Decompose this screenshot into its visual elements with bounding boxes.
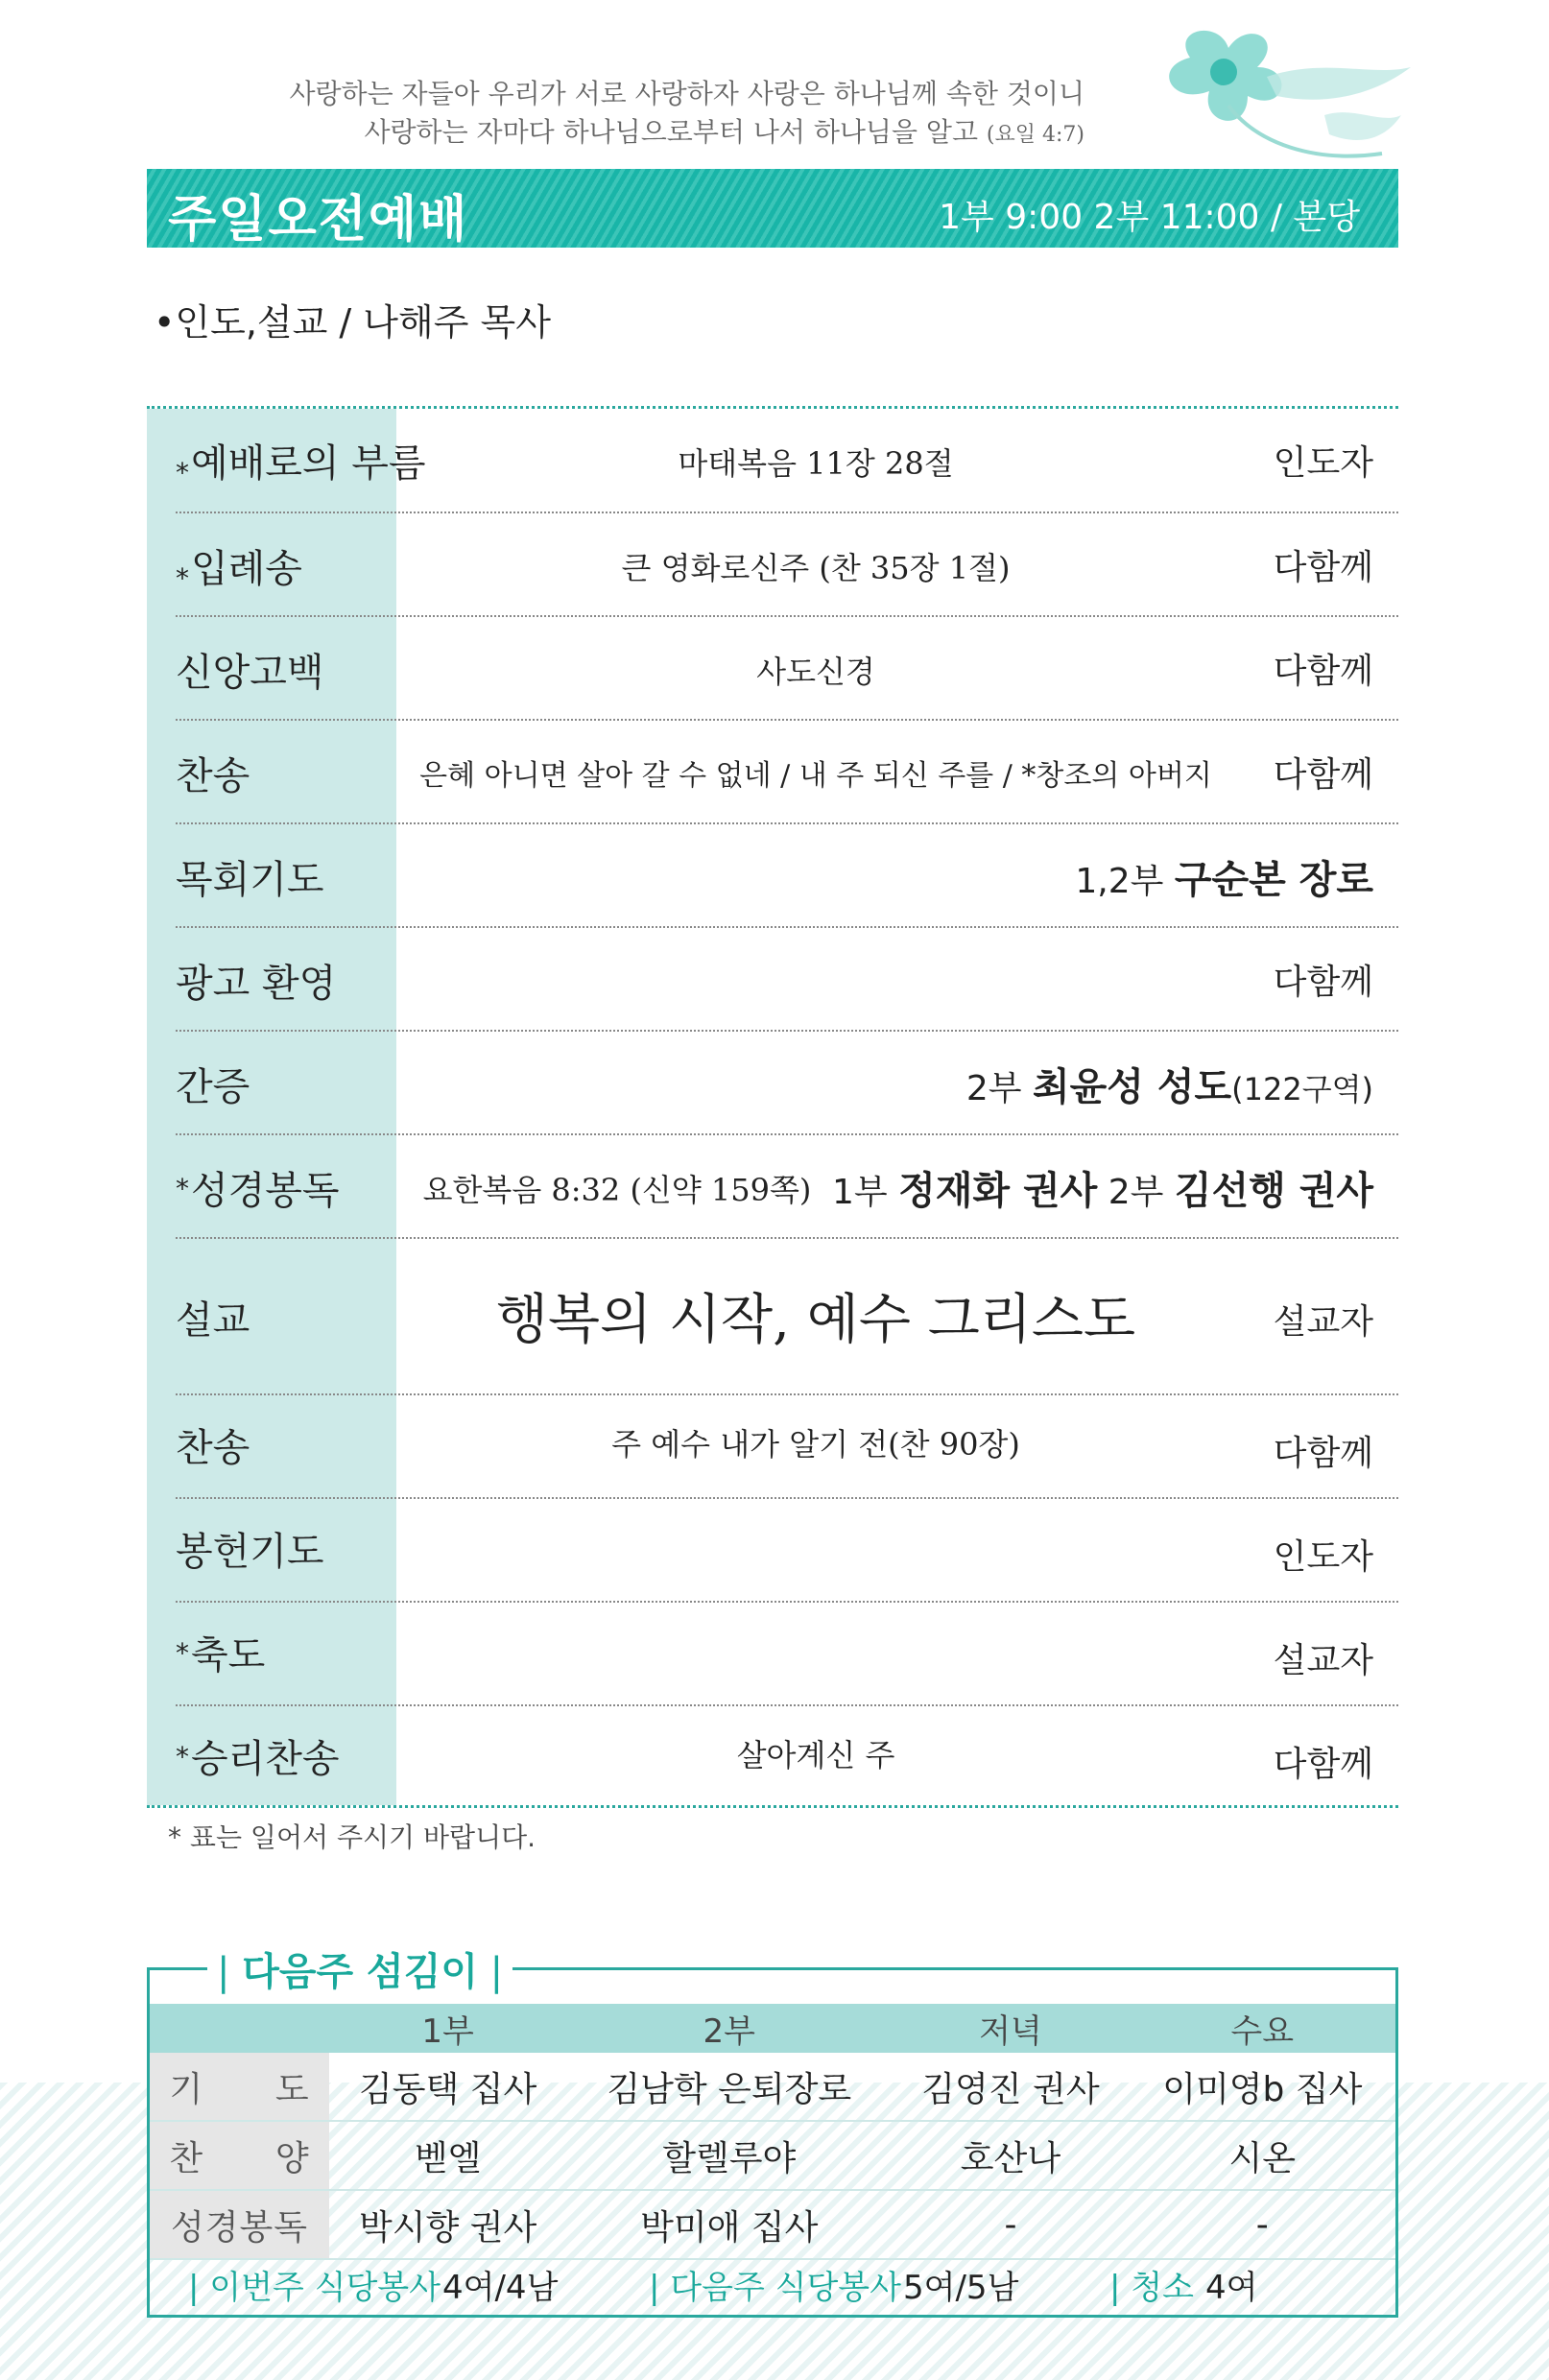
table-cell: - [892,2190,1129,2259]
order-item-name: *예배로의 부름 [176,441,426,488]
worship-order [147,406,1398,1808]
order-item-name: 찬송 [176,1426,250,1470]
order-item-name: 간증 [176,1065,250,1109]
order-item-content: 마태복음 11장 28절 [678,445,954,482]
order-item-name: *승리찬송 [176,1737,340,1781]
order-row [176,822,1398,928]
verse-reference: (요일 4:7) [986,123,1084,147]
order-item-content: 주 예수 내가 알기 전(찬 90장) [611,1426,1020,1463]
order-item-person: 다함께 [1273,755,1373,795]
order-item-name: 설교 [176,1298,250,1343]
order-item-name: 목회기도 [176,858,324,902]
table-cell: - [1130,2190,1395,2259]
order-row [176,409,1398,513]
table-cell: 김영진 권사 [892,2053,1129,2121]
column-header: 2부 [566,2004,892,2053]
order-item-person: 인도자 [1273,443,1373,483]
order-item-person: 다함께 [1273,963,1373,1002]
order-row [176,1601,1398,1706]
order-item-name: 봉헌기도 [176,1530,324,1574]
order-item-person: 다함께 [1273,1434,1373,1473]
order-row [176,719,1398,824]
table-header-row [150,2004,1395,2053]
order-item-person: 1,2부 구순본 장로 [1075,858,1373,902]
order-row [176,1030,1398,1135]
column-header: 저녁 [892,2004,1129,2053]
verse-line-2: 사랑하는 자마다 하나님으로부터 나서 하나님을 알고 [364,116,979,148]
order-item-content: 큰 영화로신주 (찬 35장 1절) [621,550,1011,586]
order-item-content: 사도신경 [756,654,875,690]
verse-line-1: 사랑하는 자들아 우리가 서로 사랑하자 사랑은 하나님께 속한 것이니 [289,78,1084,109]
order-item-content: 요한복음 8:32 (신약 159쪽) [422,1172,812,1208]
order-row [176,615,1398,721]
order-row [176,512,1398,617]
order-item-person: 설교자 [1273,1641,1373,1680]
order-row [176,1133,1398,1239]
sermon-title: 행복의 시작, 예수 그리스도 [495,1289,1136,1351]
table-cell: 시온 [1130,2121,1395,2190]
service-time: 1부 9:00 2부 11:00 / 본당 [939,198,1360,237]
table-cell: 김남학 은퇴장로 [566,2053,892,2121]
next-week-title: | 다음주 섬김이 | [207,1941,512,1996]
flower-illustration [1132,19,1420,182]
order-row [176,1393,1398,1499]
table-cell: 박미애 집사 [566,2190,892,2259]
scripture-verse [289,75,1084,155]
row-label: 기 도 [150,2053,329,2121]
table-cell: 이미영b 집사 [1130,2053,1395,2121]
order-item-name: *입례송 [176,547,302,594]
order-item-person: 1부 정재화 권사 2부 김선행 권사 [832,1169,1373,1213]
order-item-person: 다함께 [1273,1745,1373,1784]
footer-value: 4여 [1205,2269,1258,2307]
table-cell: 벧엘 [329,2121,566,2190]
order-row [176,1237,1398,1395]
order-item-person: 다함께 [1273,548,1373,587]
service-leader: •인도,설교 / 나해주 목사 [154,301,551,344]
order-item-person: 다함께 [1273,652,1373,691]
order-item-name: 찬송 [176,754,250,798]
column-header: 1부 [329,2004,566,2053]
order-item-name: *축도 [176,1633,266,1678]
footer-value: 5여/5남 [903,2269,1019,2307]
table-row [150,2121,1395,2190]
next-week-servers [147,1950,1398,2318]
footer-value: 4여/4남 [442,2269,559,2307]
footer-key: | 청소 [1109,2269,1194,2307]
row-label: 성경봉독 [150,2190,329,2259]
column-header: 수요 [1130,2004,1395,2053]
table-cell: 할렐루야 [566,2121,892,2190]
table-cell: 박시향 권사 [329,2190,566,2259]
kitchen-duty-footer [150,2253,1395,2311]
table-cell: 김동택 집사 [329,2053,566,2121]
footer-key: | 다음주 식당봉사 [649,2269,901,2307]
order-item-person: 인도자 [1273,1537,1373,1577]
table-row [150,2190,1395,2259]
order-row [176,1704,1398,1805]
standing-note: * 표는 일어서 주시기 바랍니다. [168,1821,536,1853]
table-cell: 호산나 [892,2121,1129,2190]
order-item-person: 설교자 [1273,1302,1373,1342]
order-item-content: 은혜 아니면 살아 갈 수 없네 / 내 주 되신 주를 / *창조의 아버지 [419,759,1212,793]
order-item-name: *성경봉독 [176,1169,340,1213]
order-item-name: 광고 환영 [176,962,337,1006]
order-row [176,926,1398,1032]
order-row [176,1497,1398,1603]
row-label: 찬 양 [150,2121,329,2190]
service-banner [147,169,1398,248]
table-row [150,2053,1395,2121]
order-item-name: 신앙고백 [176,651,324,695]
servers-table [150,2004,1395,2260]
table-corner [150,2004,329,2053]
order-item-person: 2부 최윤성 성도(122구역) [965,1065,1373,1109]
order-item-content: 살아계신 주 [736,1737,895,1773]
service-title: 주일오전예배 [168,191,469,249]
footer-key: | 이번주 식당봉사 [188,2269,441,2307]
